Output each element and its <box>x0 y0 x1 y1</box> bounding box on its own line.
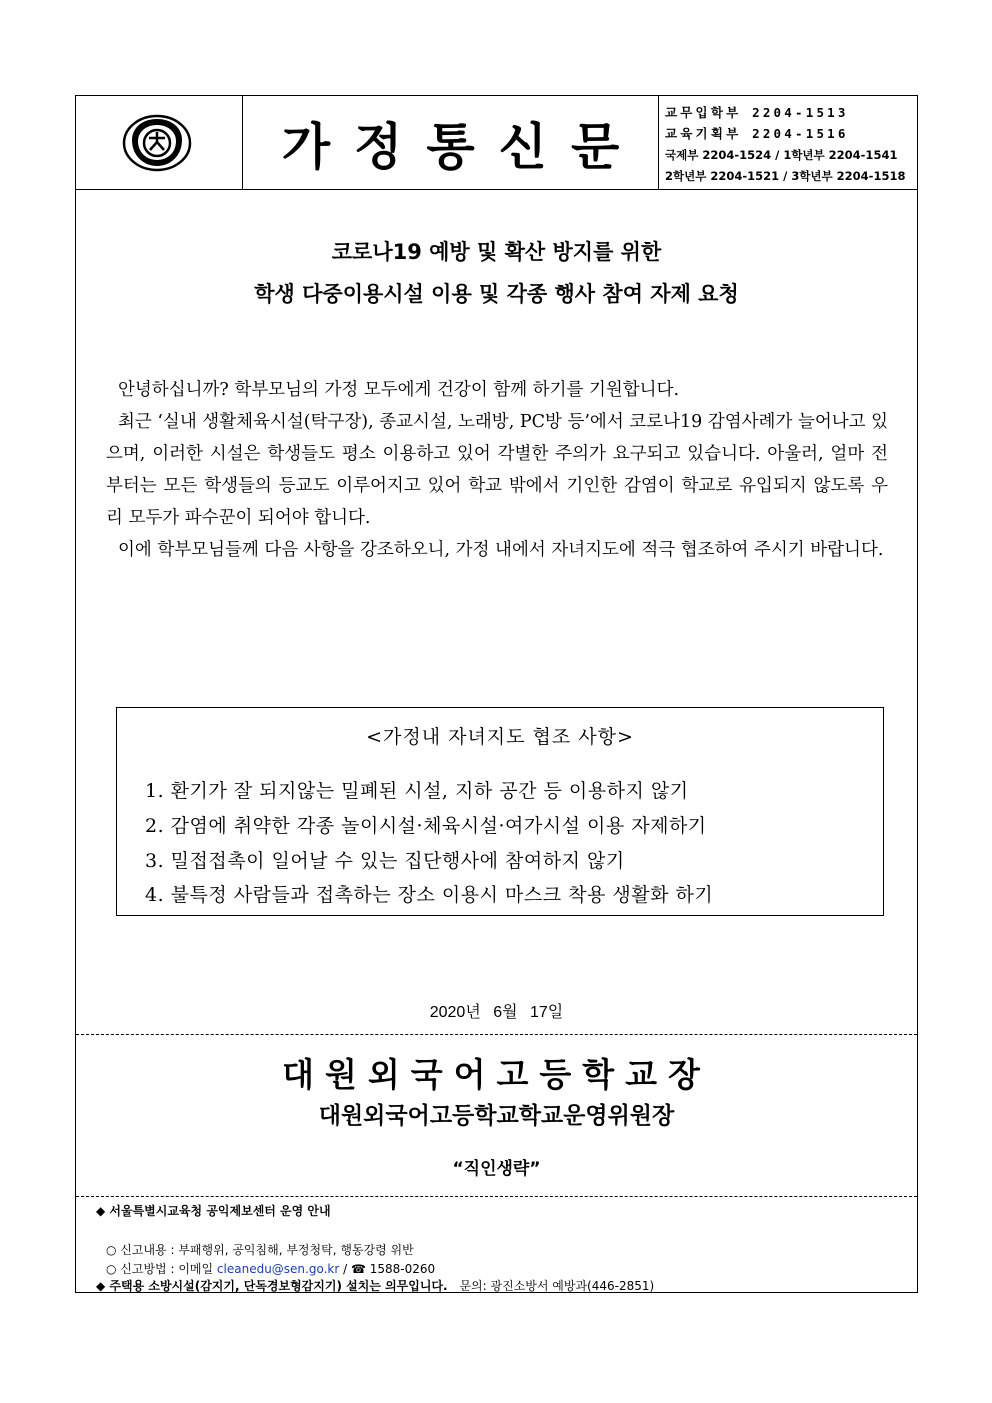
letter-body <box>106 374 888 566</box>
headline-line-1: 코로나19 예방 및 확산 방지를 위한 <box>331 240 662 264</box>
page-title: 가정통신문 <box>281 117 644 176</box>
fire-notice <box>96 1277 654 1294</box>
footer-heading <box>96 1202 331 1219</box>
logo-cell <box>76 96 243 189</box>
phone-line: 국제부 2204-1524 / 1학년부 2204-1541 <box>665 148 898 162</box>
header <box>76 96 917 190</box>
guidance-item: 4. 불특정 사람들과 접촉하는 장소 이용시 마스크 착용 생활화 하기 <box>145 884 714 906</box>
principal-signature: 대원외국어고등학교장 <box>282 1055 711 1094</box>
guidance-item: 2. 감염에 취약한 각종 놀이시설·체육시설·여가시설 이용 자제하기 <box>145 815 707 837</box>
report-method <box>106 1260 435 1277</box>
issue-date: 2020년 6월 17일 <box>429 1004 564 1021</box>
report-email-link[interactable]: cleanedu@sen.go.kr <box>216 1262 340 1276</box>
body-paragraph: 최근 ‘실내 생활체육시설(탁구장), 종교시설, 노래방, PC방 등’에서 코로나19 감염사례가 늘어나고 있으며, 이러한 시설은 학생들도 평소 이용하고 있어 각별한 주의가 요구되고 있습니다. 아울러, 얼마 전부터는 모든 학생들의 등교도 이루어지고 있어 학교 밖에서 기인한 감염이 학교로 유입되지 않도록 우리 모두가 파수꾼이 되어야 합니다. <box>106 412 889 528</box>
phone-line: 2학년부 2204-1521 / 3학년부 2204-1518 <box>665 169 906 183</box>
report-content: ○ 신고내용 : 부패행위, 공익침해, 부정청탁, 행동강령 위반 <box>106 1243 414 1257</box>
phone-line: 교육기획부 2204-1516 <box>665 126 849 141</box>
report-method-label: ○ 신고방법 : 이메일 <box>106 1262 217 1276</box>
guidance-item: 3. 밀접접촉이 일어날 수 있는 집단행사에 참여하지 않기 <box>145 850 625 872</box>
report-phone: / ☎ 1588-0260 <box>339 1262 436 1276</box>
title-cell <box>243 96 659 189</box>
dashed-divider <box>76 1196 917 1197</box>
school-emblem-icon <box>122 114 192 172</box>
fire-contact: 문의: 광진소방서 예방과(446-2851) <box>459 1279 655 1293</box>
guidance-title: <가정내 자녀지도 협조 사항> <box>366 726 634 748</box>
body-paragraph: 이에 학부모님들께 다음 사항을 강조하오니, 가정 내에서 자녀지도에 적극 협조하여 주시기 바랍니다. <box>118 540 884 560</box>
dashed-divider <box>76 1034 917 1035</box>
guidance-item: 1. 환기가 잘 되지않는 밀폐된 시설, 지하 공간 등 이용하지 않기 <box>145 780 689 802</box>
fire-notice-text: ◆ 주택용 소방시설(감지기, 단독경보형감지기) 설치는 의무입니다. <box>96 1279 448 1293</box>
seal-omitted-note: “직인생략” <box>452 1159 541 1179</box>
committee-signature: 대원외국어고등학교학교운영위원장 <box>318 1103 675 1129</box>
footer-heading-text: ◆ 서울특별시교육청 공익제보센터 운영 안내 <box>96 1204 331 1218</box>
body-paragraph: 안녕하십니까? 학부모님의 가정 모두에게 건강이 함께 하기를 기원합니다. <box>118 380 680 400</box>
phone-directory <box>659 96 917 189</box>
newsletter-frame <box>75 95 918 1293</box>
guidance-box <box>116 707 884 916</box>
headline-line-2: 학생 다중이용시설 이용 및 각종 행사 참여 자제 요청 <box>254 282 739 306</box>
phone-line: 교무입학부 2204-1513 <box>665 105 849 120</box>
